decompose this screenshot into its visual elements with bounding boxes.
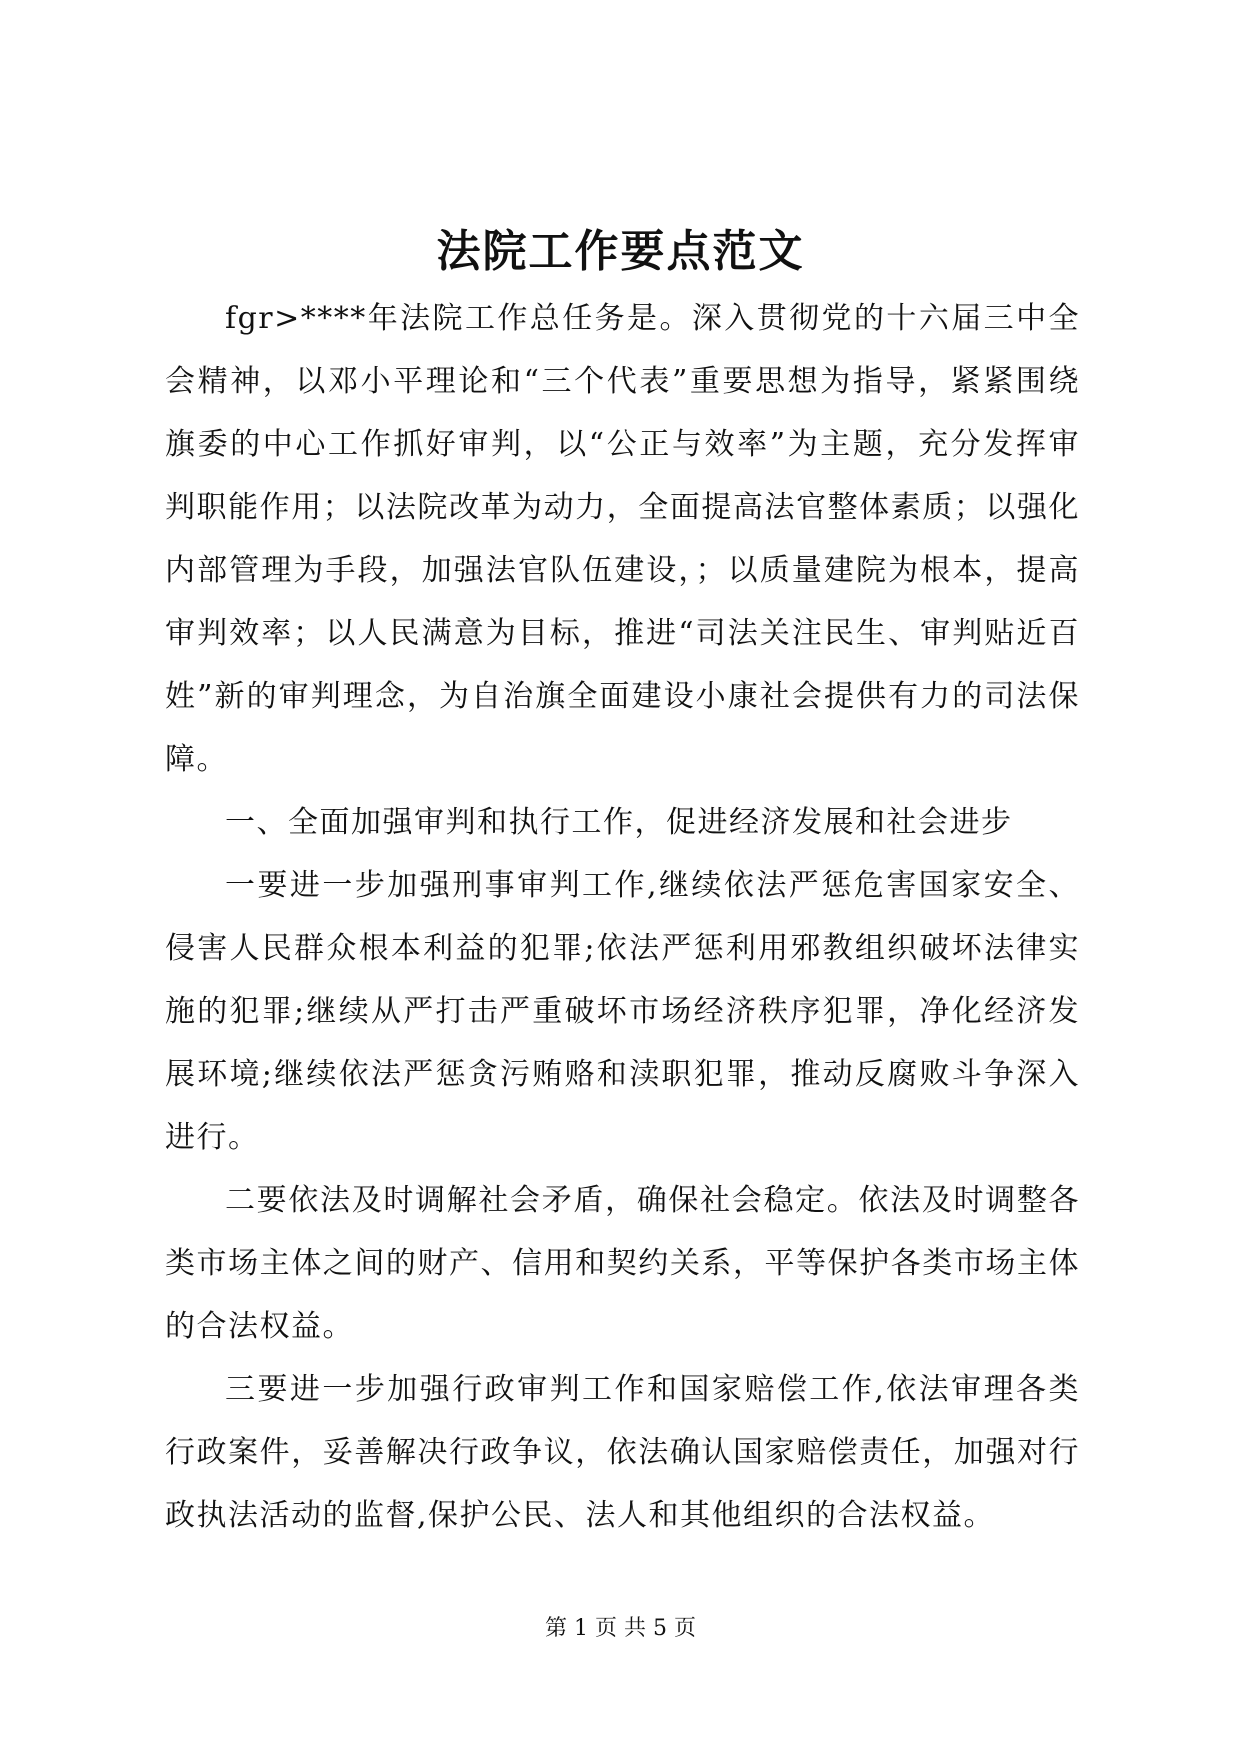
paragraph-criminal-trial: 一要进一步加强刑事审判工作,继续依法严惩危害国家安全、侵害人民群众根本利益的犯罪;依法严惩利用邪教组织破坏法律实施的犯罪;继续从严打击严重破坏市场经济秩序犯罪，净化经济发展环境;继续依法严惩贪污贿赂和渎职犯罪，推动反腐败斗争深入进行。	[165, 868, 1080, 1155]
paragraph-intro: fgr>****年法院工作总任务是。深入贯彻党的十六届三中全会精神，以邓小平理论和“三个代表”重要思想为指导，紧紧围绕旗委的中心工作抓好审判，以“公正与效率”为主题，充分发挥审判职能作用；以法院改革为动力，全面提高法官整体素质；以强化内部管理为手段，加强法官队伍建设，；以质量建院为根本，提高审判效率；以人民满意为目标，推进“司法关注民生、审判贴近百姓”新的审判理念，为自治旗全面建设小康社会提供有力的司法保障。	[165, 301, 1080, 777]
section-heading: 一、全面加强审判和执行工作，促进经济发展和社会进步	[225, 805, 1013, 840]
paragraph-administrative-trial: 三要进一步加强行政审判工作和国家赔偿工作,依法审理各类行政案件，妥善解决行政争议，依法确认国家赔偿责任，加强对行政执法活动的监督,保护公民、法人和其他组织的合法权益。	[165, 1372, 1080, 1533]
page-title: 法院工作要点范文	[436, 226, 805, 277]
document-body	[165, 287, 1080, 1547]
paragraph-mediation: 二要依法及时调解社会矛盾，确保社会稳定。依法及时调整各类市场主体之间的财产、信用和契约关系，平等保护各类市场主体的合法权益。	[165, 1183, 1080, 1344]
page-number-footer: 第 1 页 共 5 页	[545, 1616, 696, 1641]
